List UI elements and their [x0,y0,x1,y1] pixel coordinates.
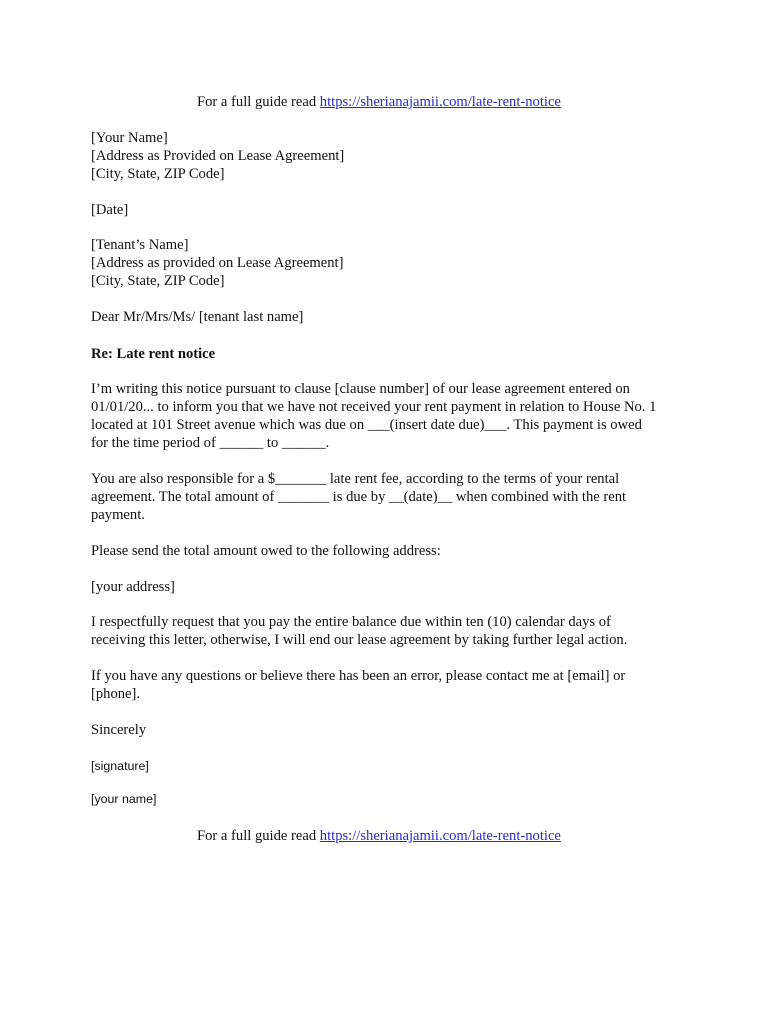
sender-address: [Address as Provided on Lease Agreement] [91,148,345,164]
paragraph1-line: located at 101 Street avenue which was due on ___(insert date due)___. This payment is owed [91,417,642,433]
address-placeholder: [your address] [91,579,175,595]
guide-link[interactable]: https://sherianajamii.com/late-rent-notice [319,828,561,844]
name-placeholder: [your name] [91,792,157,806]
guide-prefix: For a full guide read [197,828,320,844]
paragraph2-line: agreement. The total amount of _______ is due by __(date)__ when combined with the rent [91,489,627,505]
signature-placeholder: [signature] [91,759,149,773]
paragraph1-line: I’m writing this notice pursuant to clause [clause number] of our lease agreement entered on [91,381,630,397]
guide-prefix: For a full guide read [197,94,320,110]
paragraph1-line: 01/01/20... to inform you that we have not received your rent payment in relation to House No. 1 [91,399,657,415]
paragraph2-line: You are also responsible for a $_______ late rent fee, according to the terms of your rental [91,471,620,487]
subject-line: Re: Late rent notice [91,346,216,362]
recipient-city: [City, State, ZIP Code] [91,273,225,289]
closing: Sincerely [91,722,147,738]
paragraph1-line: for the time period of ______ to ______. [91,435,330,451]
paragraph5-line: If you have any questions or believe there has been an error, please contact me at [email] or [91,668,626,684]
sender-city: [City, State, ZIP Code] [91,166,225,182]
salutation: Dear Mr/Mrs/Ms/ [tenant last name] [91,309,304,325]
paragraph5-line: [phone]. [91,686,141,702]
sender-name: [Your Name] [91,130,168,146]
recipient-address: [Address as provided on Lease Agreement] [91,255,344,271]
guide-line-top [197,93,561,111]
letter-date: [Date] [91,202,129,218]
guide-link[interactable]: https://sherianajamii.com/late-rent-notice [319,94,561,110]
paragraph4-line: receiving this letter, otherwise, I will end our lease agreement by taking further legal action. [91,632,628,648]
paragraph4-line: I respectfully request that you pay the entire balance due within ten (10) calendar days of [91,614,611,630]
paragraph3: Please send the total amount owed to the following address: [91,543,441,559]
paragraph2-line: payment. [91,507,145,523]
guide-line-bottom [197,827,561,845]
recipient-name: [Tenant’s Name] [91,237,189,253]
